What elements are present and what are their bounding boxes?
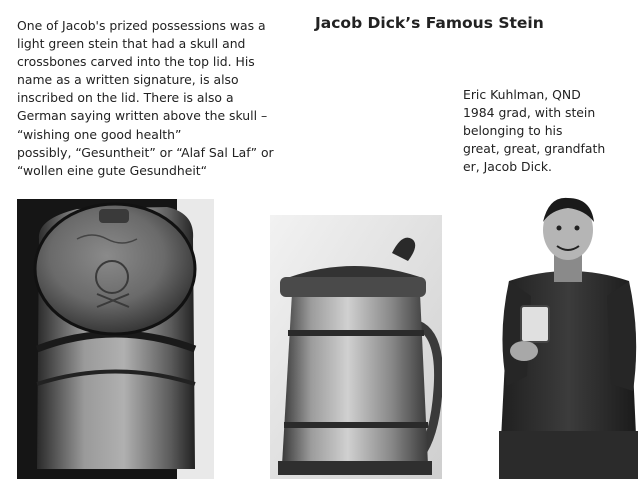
description-line: German saying written above the skull – (17, 108, 268, 124)
description-line: “wishing one good health” (17, 126, 182, 142)
caption-line: Eric Kuhlman, QND (463, 87, 581, 102)
description-line: “wollen eine gute Gesundheit“ (17, 162, 208, 178)
description-line: name as a written signature, is also (17, 72, 239, 88)
stein-side-photo (270, 215, 442, 479)
description-line: inscribed on the lid. There is also a (17, 90, 234, 106)
slide-title: Jacob Dick’s Famous Stein (315, 14, 544, 32)
description-line: light green stein that had a skull and (17, 36, 246, 52)
caption-line: belonging to his (463, 123, 563, 139)
description-line: One of Jacob's prized possessions was a (17, 18, 266, 33)
description-line: crossbones carved into the top lid. His (17, 54, 255, 70)
stein-lid-photo (17, 199, 214, 479)
description-line: possibly, “Gesuntheit” or “Alaf Sal Laf” or (17, 144, 274, 160)
caption-line: er, Jacob Dick. (463, 159, 552, 175)
eric-kuhlman-photo (499, 186, 638, 479)
caption-line: 1984 grad, with stein (463, 105, 596, 121)
caption-line: great, great, grandfath (463, 141, 606, 157)
photo-caption (463, 86, 613, 176)
stein-description (17, 17, 297, 180)
